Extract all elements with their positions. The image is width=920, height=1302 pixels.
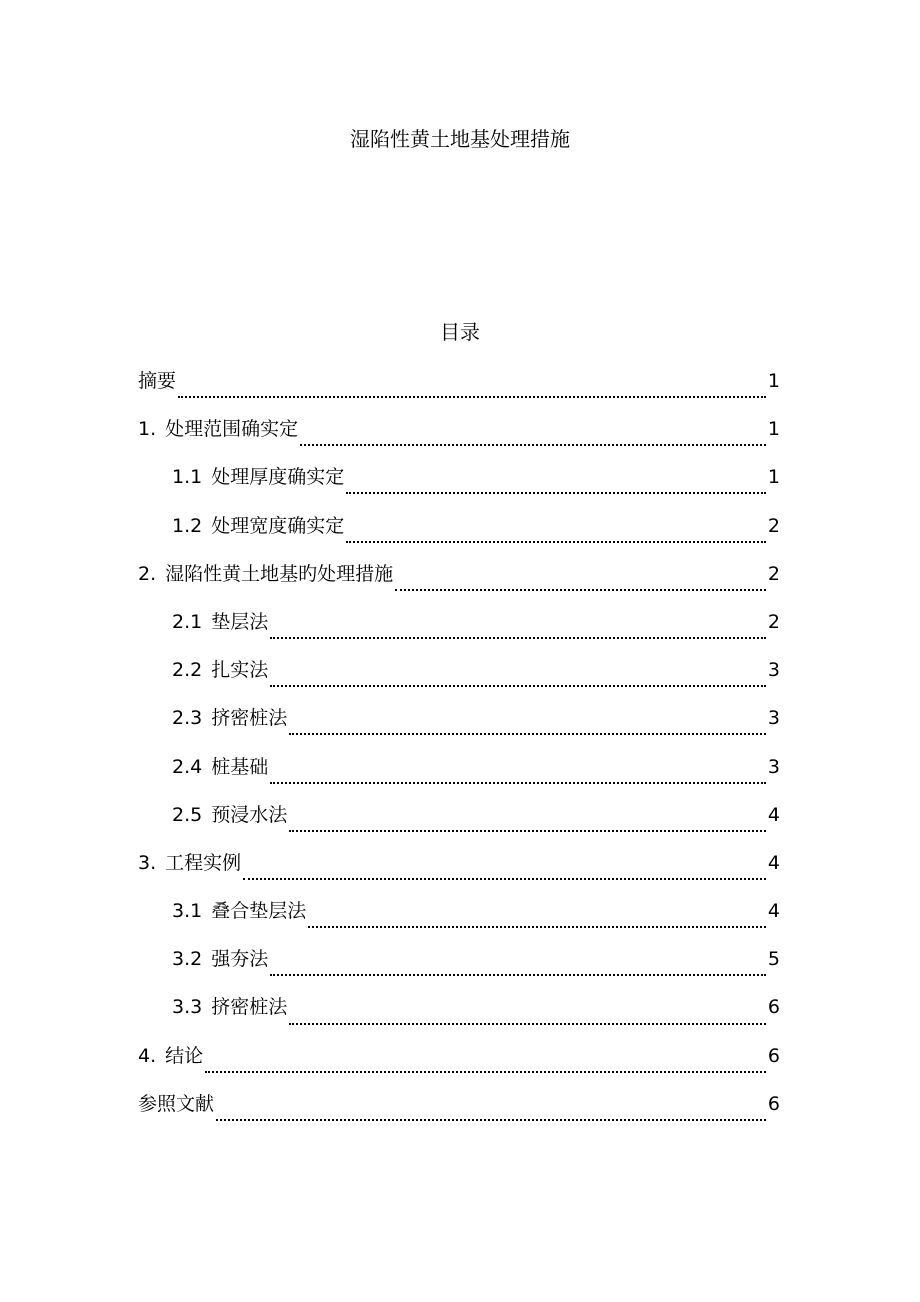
- toc-entry-label: 处理宽度确实定: [211, 514, 345, 537]
- toc-entry[interactable]: [138, 412, 780, 460]
- toc-entry[interactable]: [138, 653, 780, 701]
- toc-entry-number: 3.2: [172, 948, 203, 971]
- toc-dot-leader: [289, 733, 766, 735]
- toc-entry-number: 2.4: [172, 755, 203, 778]
- toc-dot-leader: [178, 396, 766, 398]
- toc-entry[interactable]: [138, 798, 780, 846]
- toc-entry-number: 3.: [138, 851, 157, 874]
- document-title: 湿陷性黄土地基处理措施: [350, 127, 570, 151]
- toc-dot-leader: [289, 830, 766, 832]
- toc-entry-label: 扎实法: [211, 659, 269, 682]
- toc-entry-label: 挤密桩法: [211, 707, 288, 730]
- toc-entry-number: 1.: [138, 418, 157, 441]
- toc-dot-leader: [346, 492, 766, 494]
- toc-entry-page-number: 3: [767, 755, 780, 778]
- toc-dot-leader: [270, 685, 766, 687]
- toc-entry-number: 2.: [138, 562, 157, 585]
- toc-heading: 目录: [440, 320, 480, 344]
- toc-dot-leader: [270, 637, 766, 639]
- toc-entry-number: 2.2: [172, 659, 203, 682]
- toc-entry-page-number: 2: [767, 562, 780, 585]
- toc-dot-leader: [270, 974, 766, 976]
- toc-entry-page-number: 4: [767, 851, 780, 874]
- toc-entry[interactable]: [138, 509, 780, 557]
- toc-entry-number: 3.3: [172, 996, 203, 1019]
- toc-entry-number: 1.2: [172, 514, 203, 537]
- toc-entry[interactable]: [138, 605, 780, 653]
- toc-entry[interactable]: [138, 750, 780, 798]
- toc-entry[interactable]: [138, 460, 780, 508]
- toc-dot-leader: [289, 1023, 766, 1025]
- toc-entry-page-number: 4: [767, 900, 780, 923]
- toc-entry-label: 叠合垫层法: [211, 900, 307, 923]
- toc-entry-page-number: 1: [767, 418, 780, 441]
- toc-entry[interactable]: [138, 846, 780, 894]
- toc-dot-leader: [395, 589, 766, 591]
- toc-entry-label: 参照文献: [138, 1092, 215, 1115]
- toc-entry[interactable]: [138, 990, 780, 1038]
- toc-entry[interactable]: [138, 364, 780, 412]
- toc-entry-label: 摘要: [138, 370, 177, 392]
- toc-dot-leader: [216, 1119, 766, 1121]
- toc-entry-number: 2.1: [172, 610, 203, 633]
- table-of-contents: [138, 364, 780, 1135]
- toc-entry[interactable]: [138, 894, 780, 942]
- toc-dot-leader: [346, 541, 766, 543]
- toc-entry-page-number: 5: [767, 948, 780, 971]
- toc-entry-page-number: 2: [767, 610, 780, 633]
- toc-entry-page-number: 1: [767, 370, 780, 392]
- toc-dot-leader: [205, 1071, 766, 1073]
- toc-entry-number: 2.3: [172, 707, 203, 730]
- toc-entry-label: 处理厚度确实定: [211, 466, 345, 489]
- toc-entry-label: 挤密桩法: [211, 996, 288, 1019]
- toc-dot-leader: [308, 926, 766, 928]
- toc-entry-label: 预浸水法: [211, 803, 288, 826]
- toc-entry[interactable]: [138, 701, 780, 749]
- toc-entry-label: 湿陷性黄土地基旳处理措施: [165, 562, 394, 585]
- toc-dot-leader: [243, 878, 766, 880]
- toc-entry-page-number: 3: [767, 659, 780, 682]
- toc-entry-number: 4.: [138, 1044, 157, 1067]
- toc-entry-page-number: 1: [767, 466, 780, 489]
- toc-entry-number: 3.1: [172, 900, 203, 923]
- toc-entry-page-number: 2: [767, 514, 780, 537]
- toc-entry[interactable]: [138, 557, 780, 605]
- toc-entry-label: 垫层法: [211, 610, 269, 633]
- toc-entry[interactable]: [138, 942, 780, 990]
- toc-entry-page-number: 6: [767, 1044, 780, 1067]
- toc-entry-number: 2.5: [172, 803, 203, 826]
- toc-entry-page-number: 6: [767, 996, 780, 1019]
- toc-entry-page-number: 4: [767, 803, 780, 826]
- toc-entry-label: 工程实例: [165, 851, 242, 874]
- toc-entry[interactable]: [138, 1087, 780, 1135]
- toc-entry-page-number: 6: [767, 1092, 780, 1115]
- toc-dot-leader: [270, 782, 766, 784]
- toc-entry-page-number: 3: [767, 707, 780, 730]
- toc-entry-label: 结论: [165, 1044, 204, 1067]
- toc-dot-leader: [300, 444, 766, 446]
- toc-entry-number: 1.1: [172, 466, 203, 489]
- toc-entry-label: 处理范围确实定: [165, 418, 299, 441]
- toc-entry[interactable]: [138, 1039, 780, 1087]
- toc-entry-label: 桩基础: [211, 755, 269, 778]
- toc-entry-label: 强夯法: [211, 948, 269, 971]
